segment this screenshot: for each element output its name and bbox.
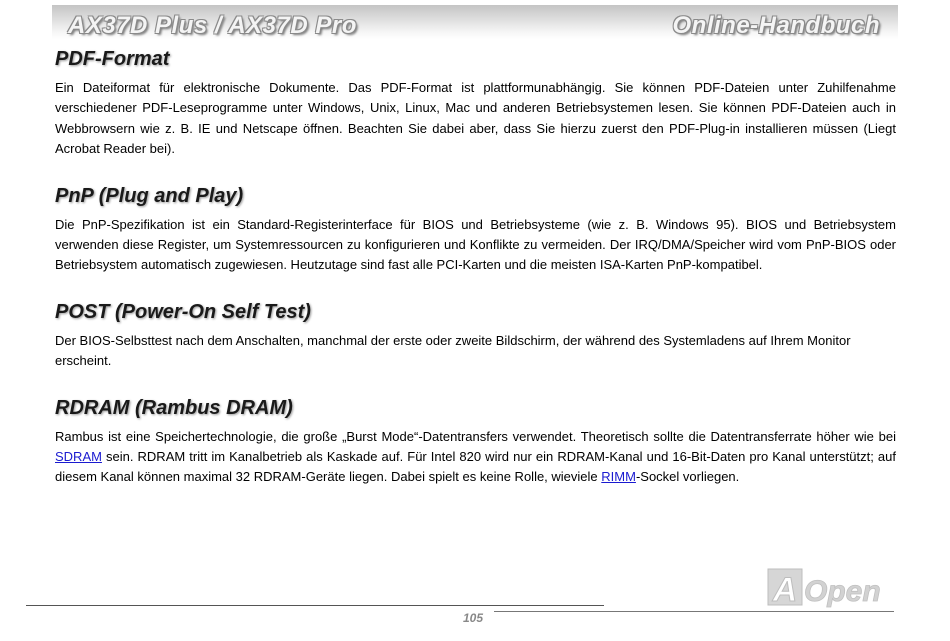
section-heading: RDRAM (Rambus DRAM)	[55, 396, 293, 419]
text-segment: -Sockel vorliegen.	[635, 469, 740, 485]
manual-title: AX37D Plus / AX37D Pro	[68, 12, 357, 39]
page-header	[52, 5, 898, 39]
footer-divider	[26, 605, 604, 606]
section-text: Der BIOS-Selbsttest nach dem Anschalten, manchmal der erste oder zweite Bildschirm, der während des Systemladens auf Ihrem Monitor erscheint.	[55, 332, 851, 369]
rimm-link[interactable]: RIMM	[601, 469, 636, 485]
section-rdram	[55, 397, 896, 488]
section-heading: PDF-Format	[55, 48, 170, 70]
page-number: 105	[463, 611, 484, 625]
svg-text:A: A	[772, 571, 798, 609]
section-pnp	[55, 185, 896, 276]
glossary-content	[55, 48, 896, 488]
aopen-logo	[766, 565, 890, 609]
svg-text:Open: Open	[804, 575, 881, 608]
section-post	[55, 301, 896, 372]
handbook-label: Online-Handbuch	[672, 12, 880, 39]
section-text: Die PnP-Spezifikation ist ein Standard-Registerinterface für BIOS und Betriebsysteme (wie z. B. Windows 95). BIOS und Betriebsystem verwenden diese Register, um Systemressourcen zu konfigurieren und Konflikte zu vermeiden. Der IRQ/DMA/Speicher wird vom PnP-BIOS oder Betriebsystem automatisch zugewiesen. Heutzutage sind fast alle PCI-Karten und die meisten ISA-Karten PnP-kompatibel.	[55, 216, 896, 273]
section-heading: POST (Power-On Self Test)	[55, 300, 311, 323]
section-text: Ein Dateiformat für elektronische Dokumente. Das PDF-Format ist plattformunabhängig. Sie können PDF-Dateien unter Zuhilfenahme verschiedener PDF-Leseprogramme unter Windows, Unix, Linux, Mac und anderen Betriebsystemen lesen. Sie können PDF-Dateien auch in Webbrowsern wie z. B. IE und Netscape öffnen. Beachten Sie dabei aber, dass Sie hierzu zuerst den PDF-Plug-in installieren müssen (Liegt Acrobat Reader bei).	[55, 80, 896, 157]
section-pdf-format	[55, 48, 896, 160]
section-heading: PnP (Plug and Play)	[55, 184, 244, 207]
footer-divider-right	[494, 611, 894, 612]
section-text	[55, 427, 896, 488]
text-segment: Rambus ist eine Speichertechnologie, die große „Burst Mode“-Datentransfers verwendet. Theoretisch sollte die Datentransferrate höher wie bei	[55, 428, 896, 444]
sdram-link[interactable]: SDRAM	[55, 449, 102, 465]
text-segment: sein. RDRAM tritt im Kanalbetrieb als Kaskade auf. Für Intel 820 wird nur ein RDRAM-Kanal und 16-Bit-Daten pro Kanal unterstützt; auf diesem Kanal können maximal 32 RDRAM-Geräte liegen. Dabei spielt es keine Rolle, wieviele	[55, 449, 896, 485]
